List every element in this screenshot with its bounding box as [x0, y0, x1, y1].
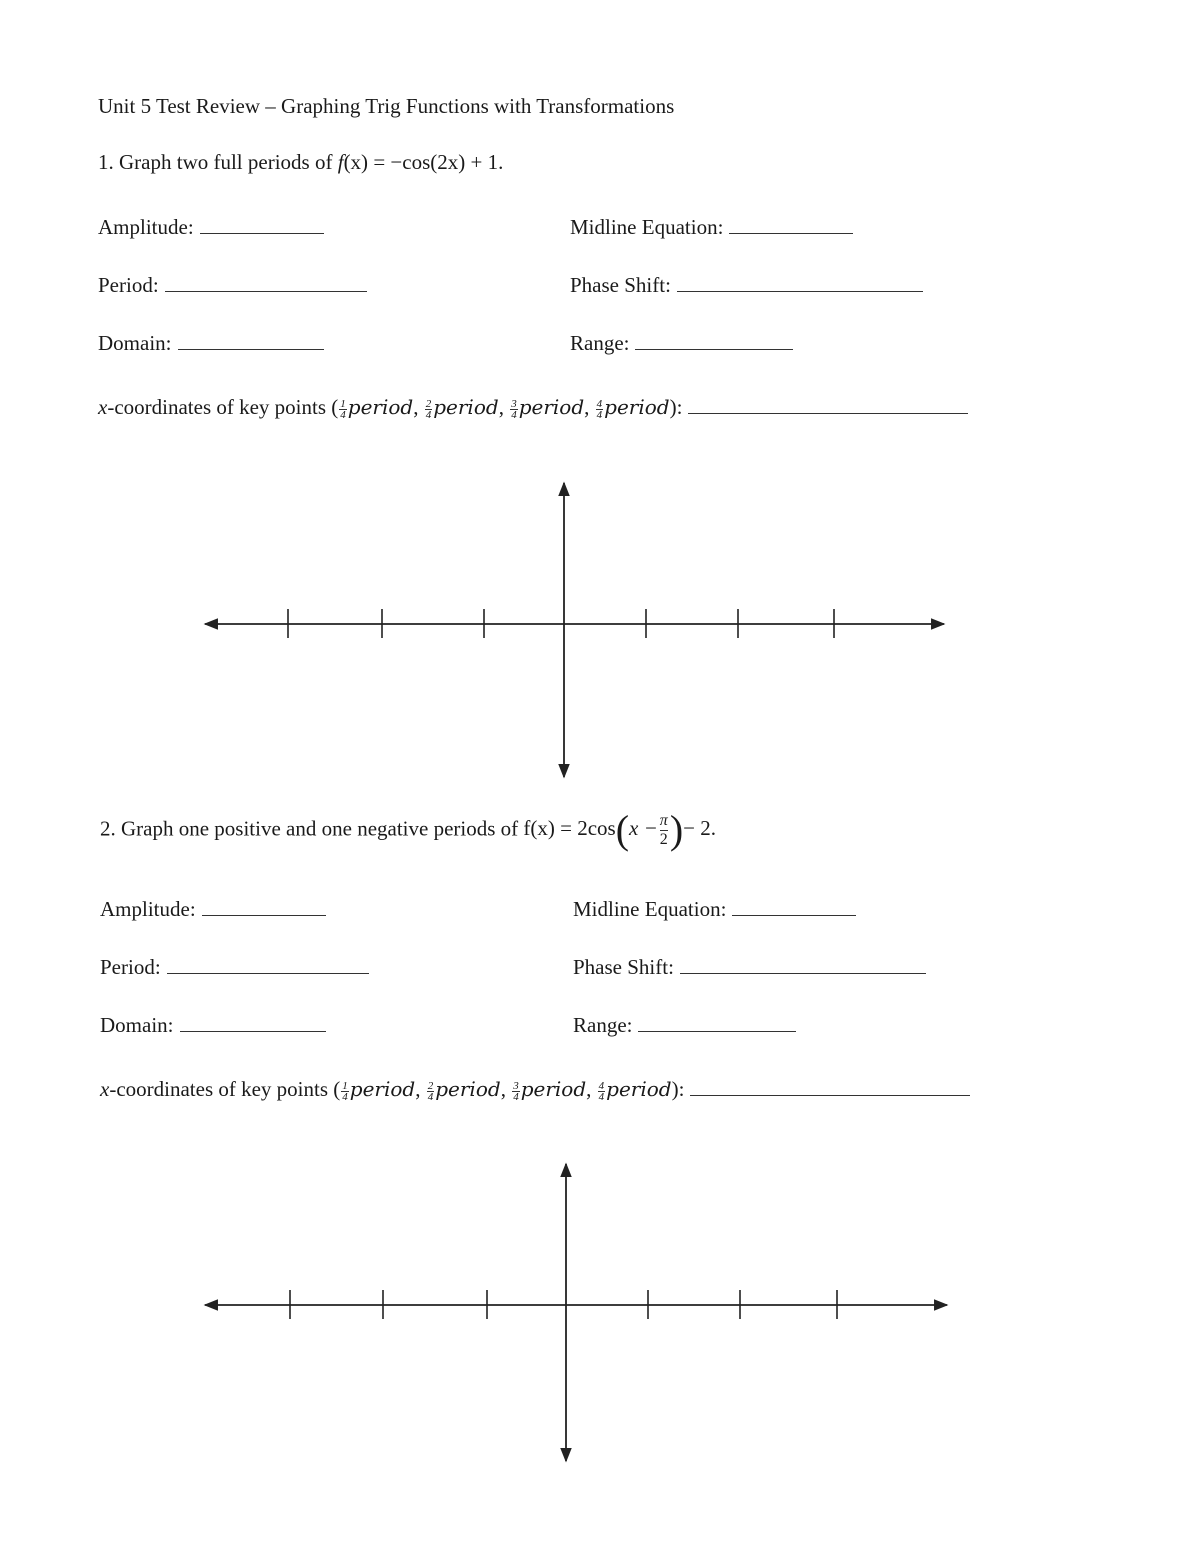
q2-key-points-field: x-coordinates of key points ( $\frac{1}{4}$ period, $\frac{2}{4}$ period, $\frac{3}{4}$ period, $\frac{4}{4}$ period): — [100, 1077, 970, 1102]
q1-key-points-field: x-coordinates of key points ( $\frac{1}{4}$ period, $\frac{2}{4}$ period, $\frac{3}{4}$ period, $\frac{4}{4}$ period): — [98, 395, 968, 420]
graph-2-axes[interactable] — [205, 1164, 947, 1461]
q2-domain-field: Domain: — [100, 1013, 326, 1038]
q2-amplitude-field: Amplitude: — [100, 897, 326, 922]
q1-range-field: Range: — [570, 331, 793, 356]
question-2-function: f(x) = 2cos(x − $\frac{\pi}{2}$ )− 2. — [523, 807, 716, 853]
question-1-text: 1. Graph two full periods of — [98, 150, 333, 174]
q1-domain-field: Domain: — [98, 331, 324, 356]
question-1-function: f(x) = −cos(2x) + 1. — [337, 150, 504, 174]
q2-period-field: Period: — [100, 955, 369, 980]
page-title: Unit 5 Test Review – Graphing Trig Functions with Transformations — [98, 94, 675, 118]
graph-1-axes[interactable] — [205, 483, 944, 777]
q2-phase-shift-field: Phase Shift: — [573, 955, 926, 980]
question-2-text: 2. Graph one positive and one negative periods of — [100, 816, 519, 841]
q1-midline-field: Midline Equation: — [570, 215, 853, 240]
q2-midline-field: Midline Equation: — [573, 897, 856, 922]
q1-period-field: Period: — [98, 273, 367, 298]
q1-amplitude-field: Amplitude: — [98, 215, 324, 240]
q2-range-field: Range: — [573, 1013, 796, 1038]
q1-phase-shift-field: Phase Shift: — [570, 273, 923, 298]
key-points-label: -coordinates of key points ( — [107, 395, 339, 419]
